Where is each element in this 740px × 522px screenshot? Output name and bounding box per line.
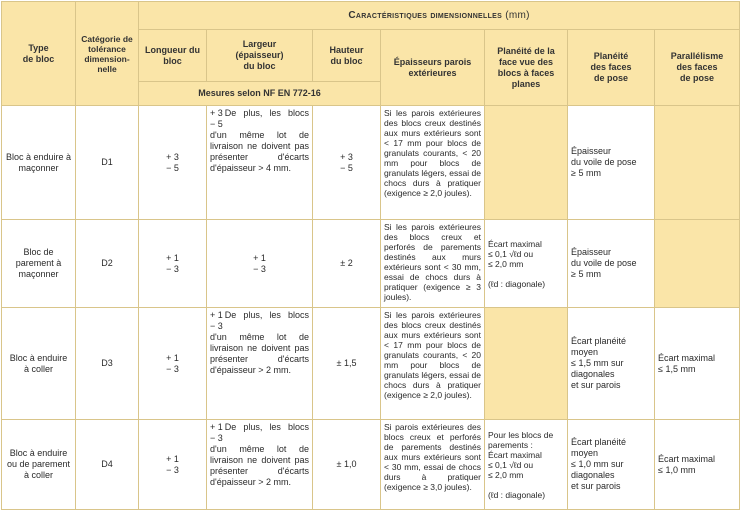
table-row xyxy=(2,308,740,420)
header-block-type: Type de bloc xyxy=(2,2,76,106)
parallelism: Écart maximal ≤ 1,5 mm xyxy=(655,308,740,420)
table-row xyxy=(2,420,740,510)
header-dimensional-group xyxy=(139,2,740,30)
header-length: Longueur du bloc xyxy=(139,30,207,82)
header-wall-thickness: Épaisseurs parois extérieures xyxy=(381,30,485,106)
parallelism xyxy=(655,220,740,308)
header-tolerance-category: Catégorie de tolérance dimension- nelle xyxy=(76,2,139,106)
width-note: De plus, les blocs d'un même lot de livraison ne doivent pas présenter d'écarts d'épaisseur > 2 mm. xyxy=(210,310,309,375)
width-cell xyxy=(207,106,313,220)
height-tolerance: ± 1,5 xyxy=(313,308,381,420)
block-type: Bloc à enduire à coller xyxy=(2,308,76,420)
wall-thickness: Si les parois extérieures des blocs creux destinés aux murs extérieurs sont < 17 mm pour blocs de granulats courants, < 20 mm pour blocs de granulats légers, essai de chocs durs à pratiquer (exigence ≥ 2,0 joules). xyxy=(381,308,485,420)
height-tolerance: + 3 − 5 xyxy=(313,106,381,220)
height-tolerance: ± 1,0 xyxy=(313,420,381,510)
dimensional-characteristics-table xyxy=(1,1,740,510)
header-parallelism: Parallélisme des faces de pose xyxy=(655,30,740,106)
flatness-face xyxy=(485,106,568,220)
width-tolerance: + 3 − 5 xyxy=(210,108,223,129)
flatness-bed: Écart planéité moyen ≤ 1,0 mm sur diagonales et sur parois xyxy=(568,420,655,510)
height-tolerance: ± 2 xyxy=(313,220,381,308)
length-tolerance: + 1 − 3 xyxy=(139,420,207,510)
flatness-bed: Écart planéité moyen ≤ 1,5 mm sur diagonales et sur parois xyxy=(568,308,655,420)
length-tolerance: + 1 − 3 xyxy=(139,308,207,420)
parallelism: Écart maximal ≤ 1,0 mm xyxy=(655,420,740,510)
table-row xyxy=(2,220,740,308)
parallelism xyxy=(655,106,740,220)
tolerance-category: D2 xyxy=(76,220,139,308)
tolerance-category: D1 xyxy=(76,106,139,220)
width-tolerance: + 1 − 3 xyxy=(207,220,313,308)
width-note: De plus, les blocs d'un même lot de livraison ne doivent pas présenter d'écarts d'épaisseur > 4 mm. xyxy=(210,108,309,173)
wall-thickness: Si les parois extérieures des blocs creux et perforés de parements destinés aux murs extérieurs sont < 30 mm, essai de chocs durs à pratiquer (exigence ≥ 3 joules). xyxy=(381,220,485,308)
width-cell xyxy=(207,420,313,510)
block-type: Bloc à enduire à maçonner xyxy=(2,106,76,220)
header-flatness-face: Planéité de la face vue des blocs à faces planes xyxy=(485,30,568,106)
header-measures-standard: Mesures selon NF EN 772-16 xyxy=(139,82,381,106)
length-tolerance: + 3 − 5 xyxy=(139,106,207,220)
width-note: De plus, les blocs d'un même lot de livraison ne doivent pas présenter d'écarts d'épaisseur > 2 mm. xyxy=(210,422,309,487)
wall-thickness: Si les parois extérieures des blocs creux destinés aux murs extérieurs sont < 17 mm pour blocs de granulats courants, < 20 mm pour blocs de granulats légers, essai de chocs durs à pratiquer (exigence ≥ 2,0 joules). xyxy=(381,106,485,220)
width-tolerance: + 1 − 3 xyxy=(210,310,223,331)
flatness-bed: Épaisseur du voile de pose ≥ 5 mm xyxy=(568,106,655,220)
tolerance-category: D3 xyxy=(76,308,139,420)
flatness-face: Écart maximal ≤ 0,1 √ℓd ou ≤ 2,0 mm (ℓd : diagonale) xyxy=(485,220,568,308)
header-flatness-bed: Planéité des faces de pose xyxy=(568,30,655,106)
length-tolerance: + 1 − 3 xyxy=(139,220,207,308)
flatness-bed: Épaisseur du voile de pose ≥ 5 mm xyxy=(568,220,655,308)
tolerance-category: D4 xyxy=(76,420,139,510)
flatness-face: Pour les blocs de parements : Écart maximal ≤ 0,1 √ℓd ou ≤ 2,0 mm (ℓd : diagonale) xyxy=(485,420,568,510)
header-height: Hauteur du bloc xyxy=(313,30,381,82)
header-width: Largeur (épaisseur) du bloc xyxy=(207,30,313,82)
width-cell xyxy=(207,308,313,420)
group-unit: (mm) xyxy=(505,10,530,21)
width-tolerance: + 1 − 3 xyxy=(210,422,223,443)
wall-thickness: Si parois extérieures des blocs creux et perforés de parements destinés aux murs extérieurs sont < 30 mm, essai de chocs durs à pratiquer (exigence ≥ 3,0 joules). xyxy=(381,420,485,510)
group-title: Caractéristiques dimensionnelles xyxy=(348,10,503,21)
block-type: Bloc à enduire ou de parement à coller xyxy=(2,420,76,510)
table-row xyxy=(2,106,740,220)
flatness-face xyxy=(485,308,568,420)
block-type: Bloc de parement à maçonner xyxy=(2,220,76,308)
